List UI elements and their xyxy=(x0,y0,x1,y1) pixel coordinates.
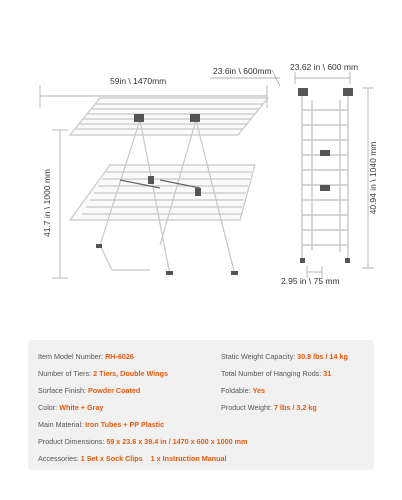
spec-foldable: Foldable: Yes xyxy=(221,386,265,395)
spec-rods: Total Number of Hanging Rods: 31 xyxy=(221,369,332,378)
folded-height-dimension: 40.94 in \ 1040 mm xyxy=(368,141,378,215)
folded-width-dimension: 23.62 in \ 600 mm xyxy=(290,62,359,72)
spec-product-dimensions: Product Dimensions: 59 x 23.6 x 39.4 in / 1470 x 600 x 1000 mm xyxy=(38,437,248,446)
width-dimension: 23.6in \ 600mm xyxy=(213,66,272,76)
spec-capacity: Static Weight Capacity: 30.8 lbs / 14 kg xyxy=(221,352,348,361)
spec-accessories: Accessories: 1 Set x Sock Clips 1 x Instruction Manual xyxy=(38,454,227,463)
spec-finish: Surface Finish: Powder Coated xyxy=(38,386,141,395)
spec-weight: Product Weight: 7 lbs / 3.2 kg xyxy=(221,403,317,412)
folded-depth-dimension: 2.95 in \ 75 mm xyxy=(281,276,340,286)
specifications-panel xyxy=(28,340,374,470)
height-dimension: 41.7 in \ 1000 mm xyxy=(42,168,52,238)
spec-tiers: Number of Tiers: 2 Tiers, Double Wings xyxy=(38,369,169,378)
spec-color: Color: White + Gray xyxy=(38,403,104,412)
length-dimension: 59in \ 1470mm xyxy=(110,76,167,86)
spec-model: Item Model Number: RH-6026 xyxy=(38,352,134,361)
spec-material: Main Material: Iron Tubes + PP Plastic xyxy=(38,420,165,429)
